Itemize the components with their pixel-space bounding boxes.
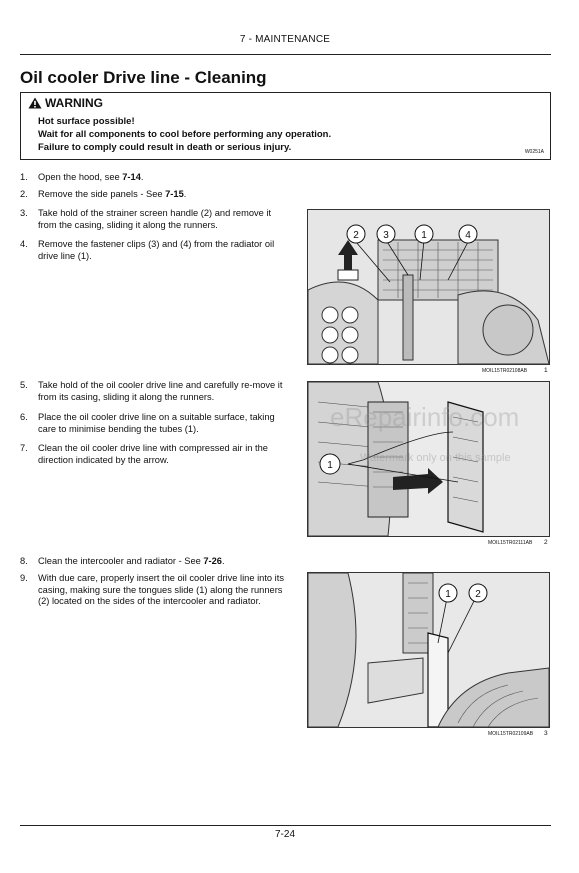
step-number: 2.	[20, 189, 28, 199]
warning-line: Failure to comply could result in death or serious injury.	[38, 142, 292, 153]
page-title: Oil cooler Drive line - Cleaning	[20, 68, 267, 87]
watermark-text: eRepairinfo.com	[330, 402, 520, 432]
page-number: 7-24	[274, 829, 295, 840]
figure-number: 2	[544, 539, 548, 546]
warning-line: Hot surface possible!	[38, 116, 135, 127]
figure-code: MOIL15TR02109AB	[488, 731, 534, 737]
header-rule	[20, 54, 551, 55]
step-text: Open the hood, see 7-14.	[38, 172, 144, 182]
step-number: 8.	[20, 556, 28, 566]
page-reference: 7-26	[203, 556, 222, 566]
step-item	[20, 556, 288, 568]
page-reference: 7-14	[122, 172, 141, 182]
figure-code: MOIL15TR02111AB	[488, 540, 533, 546]
callout-1: 1	[327, 460, 333, 471]
warning-line: Wait for all components to cool before performing any operation.	[38, 129, 332, 140]
callout-3: 3	[383, 230, 389, 241]
step-number: 9.	[20, 573, 28, 583]
figure-number: 3	[544, 730, 548, 737]
watermark-subtext: Watermark only on this sample	[360, 452, 511, 464]
step-text: Clean the oil cooler drive line with compressed air in the direction indicated by the arrow.	[38, 443, 268, 465]
step-text: Take hold of the strainer screen handle (2) and remove it from the casing, sliding it along the runners.	[38, 208, 272, 230]
step-text: With due care, properly insert the oil cooler drive line into its casing, making sure the tongues slide (1) along the runners (2) located on the sides of the intercooler and radiator.	[38, 573, 284, 606]
warning-label: WARNING	[45, 96, 103, 110]
step-number: 3.	[20, 208, 28, 218]
footer-rule	[20, 825, 551, 826]
page-reference: 7-15	[165, 189, 184, 199]
step-number: 4.	[20, 239, 28, 249]
warning-box	[20, 92, 551, 160]
step-text: Remove the fastener clips (3) and (4) from the radiator oil drive line (1).	[38, 239, 275, 261]
step-item	[20, 239, 288, 262]
step-number: 6.	[20, 412, 28, 422]
callout-1: 1	[421, 230, 427, 241]
figure-number: 1	[544, 367, 548, 374]
figure-3-image	[307, 572, 550, 728]
step-number: 1.	[20, 172, 28, 182]
step-text: Take hold of the oil cooler drive line and carefully re-move it from its casing, sliding it along the runners.	[38, 380, 283, 402]
step-item	[20, 172, 288, 184]
step-text: Place the oil cooler drive line on a suitable surface, taking care to minimise bending the tubes (1).	[38, 412, 275, 434]
step-item	[20, 412, 288, 435]
warning-heading	[28, 96, 103, 110]
warning-triangle-icon	[28, 97, 42, 109]
callout-1: 1	[445, 589, 451, 600]
callout-2: 2	[475, 589, 481, 600]
warning-text	[38, 115, 331, 154]
step-number: 5.	[20, 380, 28, 390]
step-item	[20, 573, 288, 608]
figure-1-image	[307, 209, 550, 365]
step-item	[20, 443, 288, 466]
step-item	[20, 189, 288, 201]
step-text: Remove the side panels - See 7-15.	[38, 189, 187, 199]
section-header: 7 - MAINTENANCE	[239, 34, 331, 45]
step-text: Clean the intercooler and radiator - See 7-26.	[38, 556, 225, 566]
step-item	[20, 380, 288, 403]
figure-code: MOIL15TR02108AB	[482, 368, 528, 374]
callout-2: 2	[353, 230, 359, 241]
warning-code: W0251A	[524, 149, 544, 155]
step-number: 7.	[20, 443, 28, 453]
step-item	[20, 208, 288, 231]
callout-4: 4	[465, 230, 471, 241]
